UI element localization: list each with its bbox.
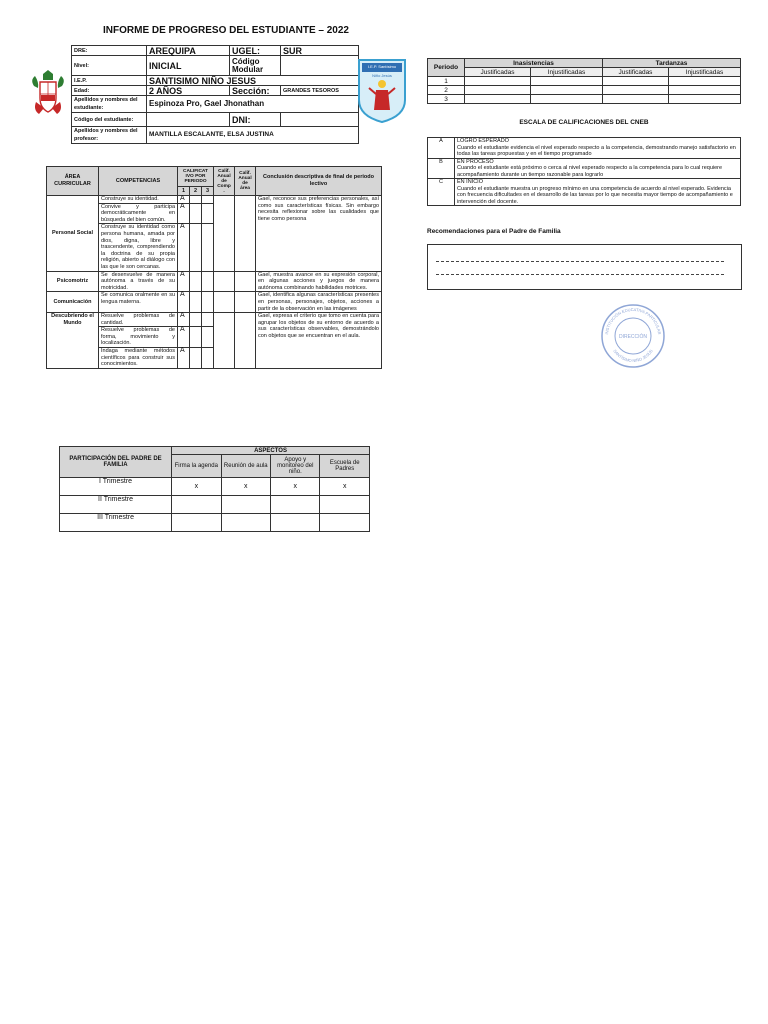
dni-label: DNI: bbox=[230, 113, 281, 127]
tard-justificadas-header: Justificadas bbox=[602, 68, 668, 77]
participacion-mark: x bbox=[221, 478, 270, 496]
recomendaciones-title: Recomendaciones para el Padre de Familia bbox=[427, 228, 561, 235]
attendance-table bbox=[427, 58, 741, 104]
area-name: Psicomotriz bbox=[47, 271, 99, 292]
trimestre-row bbox=[60, 496, 370, 514]
ugel-label: UGEL: bbox=[230, 46, 281, 56]
inasist-injustificadas-header: Injustificadas bbox=[530, 68, 602, 77]
recomendaciones-line bbox=[436, 274, 724, 275]
iep-label: I.E.P. bbox=[72, 76, 147, 86]
participacion-mark: x bbox=[271, 478, 320, 496]
competencia-text: Indaga mediante métodos científicos para construir sus conocimientos. bbox=[99, 348, 178, 369]
participacion-mark bbox=[271, 496, 320, 514]
competencias-table bbox=[46, 166, 382, 369]
seccion-value: GRANDES TESOROS bbox=[281, 86, 359, 96]
inasist-justificadas-header: Justificadas bbox=[465, 68, 531, 77]
area-name: Personal Social bbox=[47, 196, 99, 272]
edad-label: Edad: bbox=[72, 86, 147, 96]
competencia-grade: A bbox=[178, 203, 190, 224]
cneb-row bbox=[428, 158, 741, 179]
direccion-stamp bbox=[600, 303, 666, 369]
logo-text-1: I.E.P. Santísimo bbox=[367, 64, 397, 69]
estudiante-label: Apellidos y nombres del estudiante: bbox=[72, 96, 147, 113]
periodo-3-header: 3 bbox=[202, 186, 214, 195]
estudiante-value: Espinoza Pro, Gael Jhonathan bbox=[147, 96, 359, 113]
aspecto-header: Firma la agenda bbox=[172, 455, 221, 478]
competencia-text: Construye su identidad. bbox=[99, 196, 178, 204]
participacion-mark bbox=[221, 496, 270, 514]
dni-value bbox=[281, 113, 359, 127]
participacion-mark bbox=[320, 514, 370, 532]
aspecto-header: Escuela de Padres bbox=[320, 455, 370, 478]
periodo-cell: 1 bbox=[428, 77, 465, 86]
cneb-letter: C bbox=[428, 179, 455, 206]
competencia-grade: A bbox=[178, 292, 190, 313]
participacion-title: PARTICIPACIÓN DEL PADRE DE FAMILIA bbox=[60, 447, 172, 478]
attendance-row bbox=[428, 95, 741, 104]
participacion-mark bbox=[271, 514, 320, 532]
codigo-estudiante-value bbox=[147, 113, 230, 127]
stamp-center: DIRECCIÓN bbox=[618, 334, 648, 340]
cneb-level-name: LOGRO ESPERADO bbox=[457, 138, 509, 144]
participacion-mark bbox=[221, 514, 270, 532]
participacion-table bbox=[59, 446, 370, 532]
area-name: Comunicación bbox=[47, 292, 99, 313]
seccion-label: Sección: bbox=[230, 86, 281, 96]
competencia-text: Construye su identidad como persona humana, amada por dios, digna, libre y trascendente, comprendiendo la doctrina de su propia religión, abierto al diálogo con las que le son cercanas. bbox=[99, 224, 178, 271]
cneb-letter: B bbox=[428, 158, 455, 179]
school-logo bbox=[357, 58, 407, 124]
trimestre-label: II Trimestre bbox=[60, 496, 172, 514]
competencias-header: COMPETENCIAS bbox=[99, 167, 178, 196]
cneb-level-desc: Cuando el estudiante evidencia el nivel esperado respecto a la competencia, demostrando manejo satisfactorio en todas las tareas propuestas y en el tiempo programado bbox=[457, 144, 736, 157]
attendance-row bbox=[428, 86, 741, 95]
aspectos-header: ASPECTOS bbox=[172, 447, 370, 455]
codigo-modular-label: Código Modular bbox=[230, 56, 281, 76]
edad-value: 2 AÑOS bbox=[147, 86, 230, 96]
codigo-estudiante-label: Código del estudiante: bbox=[72, 113, 147, 127]
profesor-value: MANTILLA ESCALANTE, ELSA JUSTINA bbox=[147, 127, 359, 144]
competencia-text: Resuelve problemas de cantidad. bbox=[99, 313, 178, 327]
trimestre-label: I Trimestre bbox=[60, 478, 172, 496]
cneb-level-desc: Cuando el estudiante está próximo o cerca al nivel esperado respecto a la competencia para lo cual requiere acompañamiento durante un tiempo razonable para lograrlo bbox=[457, 165, 723, 178]
area-name: Descubriendo el Mundo bbox=[47, 313, 99, 369]
calificativo-header: CALIFICAT IVO POR PERIODO bbox=[178, 167, 214, 187]
cneb-scale-table bbox=[427, 137, 741, 206]
participacion-mark bbox=[320, 496, 370, 514]
periodo-header: Periodo bbox=[428, 59, 465, 77]
svg-text:SANTÍSIMO NIÑO JESÚS bbox=[612, 348, 653, 363]
participacion-mark bbox=[172, 496, 221, 514]
nivel-label: Nivel: bbox=[72, 56, 147, 76]
competencia-text: Se comunica oralmente en su lengua materna. bbox=[99, 292, 178, 313]
trimestre-label: III Trimestre bbox=[60, 514, 172, 532]
recomendaciones-line bbox=[436, 261, 724, 262]
cneb-letter: A bbox=[428, 138, 455, 159]
student-info-table bbox=[71, 45, 359, 144]
competencia-text: Convive y participa democráticamente en búsqueda del bien común. bbox=[99, 203, 178, 224]
participacion-mark bbox=[172, 514, 221, 532]
logo-text-2: Niño Jesús bbox=[372, 73, 392, 78]
tardanzas-header: Tardanzas bbox=[602, 59, 740, 68]
ugel-value: SUR bbox=[281, 46, 359, 56]
recomendaciones-box bbox=[427, 244, 742, 290]
participacion-mark: x bbox=[320, 478, 370, 496]
iep-value: SANTISIMO NIÑO JESUS bbox=[147, 76, 359, 86]
inasistencias-header: Inasistencias bbox=[465, 59, 603, 68]
participacion-mark: x bbox=[172, 478, 221, 496]
competencia-grade: A bbox=[178, 271, 190, 292]
anual-comp-header: Calif. Anual de Comp . bbox=[214, 167, 235, 196]
area-conclusion: Gael, reconoce sus preferencias personales, así como sus características físicas. Sin embargo necesita reflexionar sobre las cualidades que tiene como persona bbox=[256, 196, 382, 272]
cneb-row bbox=[428, 138, 741, 159]
nivel-value: INICIAL bbox=[147, 56, 230, 76]
codigo-modular-value bbox=[281, 56, 359, 76]
area-conclusion: Gael, expresa el criterio que tomo en cuenta para agrupar los objetos de su entorno de acuerdo a sus características observables, demostrándolo con objetos que se encuentran en el aula. bbox=[256, 313, 382, 369]
aspecto-header: Reunión de aula bbox=[221, 455, 270, 478]
competencia-grade: A bbox=[178, 196, 190, 204]
dre-value: AREQUIPA bbox=[147, 46, 230, 56]
cneb-level-desc: Cuando el estudiante muestra un progreso mínimo en una competencia de acuerdo al nivel esperado. Evidencia con frecuencia dificultades en el desarrollo de las tareas por lo que necesita mayor tiempo de acompañamiento e intervención del docente. bbox=[457, 185, 733, 205]
competencia-row bbox=[47, 313, 382, 327]
cneb-level-name: EN INICIO bbox=[457, 179, 483, 185]
competencia-text: Resuelve problemas de forma, movimiento y localización. bbox=[99, 327, 178, 348]
stamp-ring-bottom: SANTÍSIMO NIÑO JESÚS bbox=[612, 348, 654, 364]
competencia-grade: A bbox=[178, 224, 190, 271]
competencia-text: Se desenvuelve de manera autónoma a través de su motricidad. bbox=[99, 271, 178, 292]
competencia-grade: A bbox=[178, 327, 190, 348]
cneb-scale-title: ESCALA DE CALIFICACIONES DEL CNEB bbox=[519, 119, 649, 126]
periodo-2-header: 2 bbox=[190, 186, 202, 195]
competencia-row bbox=[47, 292, 382, 313]
anual-area-header: Calif. Anual de área bbox=[235, 167, 256, 196]
area-header: ÁREA CURRICULAR bbox=[47, 167, 99, 196]
periodo-cell: 2 bbox=[428, 86, 465, 95]
profesor-label: Apellidos y nombres del profesor: bbox=[72, 127, 147, 144]
periodo-1-header: 1 bbox=[178, 186, 190, 195]
conclusion-header: Conclusión descriptiva de final de periodo lectivo bbox=[256, 167, 382, 196]
competencia-grade: A bbox=[178, 348, 190, 369]
document-title: INFORME DE PROGRESO DEL ESTUDIANTE – 2022 bbox=[103, 25, 349, 36]
cneb-level-name: EN PROCESO bbox=[457, 158, 494, 165]
attendance-row bbox=[428, 77, 741, 86]
svg-text:INSTITUCIÓN EDUCATIVA PARTICUL bbox=[604, 307, 662, 335]
aspecto-header: Apoyo y monitoreo del niño. bbox=[271, 455, 320, 478]
dre-label: DRE: bbox=[72, 46, 147, 56]
stamp-ring-top: INSTITUCIÓN EDUCATIVA PARTICULAR bbox=[604, 306, 662, 335]
trimestre-row bbox=[60, 478, 370, 496]
tard-injustificadas-header: Injustificadas bbox=[668, 68, 740, 77]
area-conclusion: Gael, identifica algunas características presentes en personas, personajes, objetos, acciones a partir de la observación en las imágenes bbox=[256, 292, 382, 313]
peru-coat-of-arms-icon bbox=[30, 68, 66, 118]
periodo-cell: 3 bbox=[428, 95, 465, 104]
competencia-grade: A bbox=[178, 313, 190, 327]
competencia-row bbox=[47, 196, 382, 204]
competencia-row bbox=[47, 271, 382, 292]
trimestre-row bbox=[60, 514, 370, 532]
cneb-row bbox=[428, 179, 741, 206]
area-conclusion: Gael, muestra avance en su expresión corporal, en algunas acciones y juegos de manera autónoma combinando habilidades motrices. bbox=[256, 271, 382, 292]
